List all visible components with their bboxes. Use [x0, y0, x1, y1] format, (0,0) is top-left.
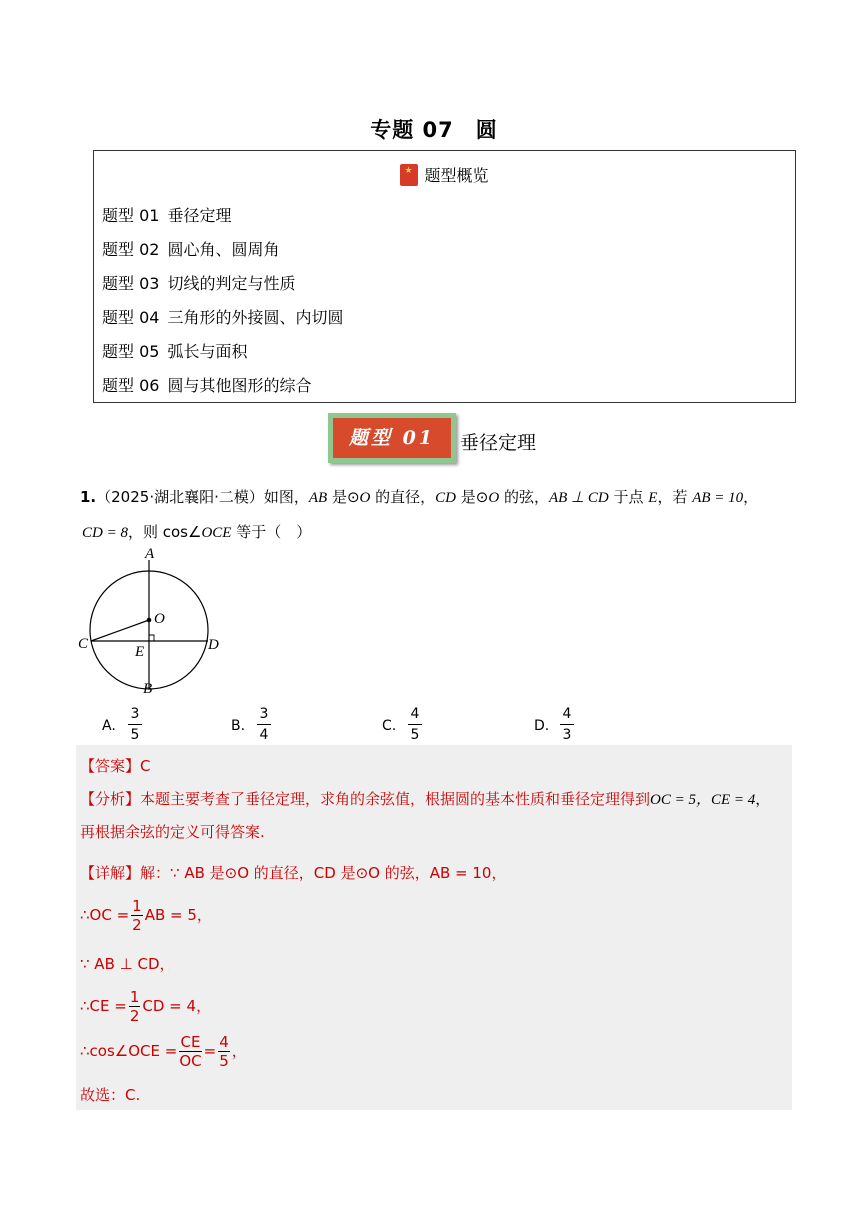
circle-figure [76, 543, 226, 699]
label-b: B [143, 681, 153, 697]
question-line-2: CD = 8，则 cos∠OCE 等于（ ） [82, 523, 312, 541]
overview-item: 题型 05 弧长与面积 [102, 342, 248, 361]
segment-oc [91, 620, 149, 641]
label-c: C [78, 636, 89, 652]
right-angle-mark [149, 635, 154, 641]
book-icon [400, 164, 418, 186]
answer-panel [76, 745, 792, 1110]
analysis-line: 【分析】本题主要考查了垂径定理，求角的余弦值，根据圆的基本性质和垂径定理得到OC = 5，CE = 4， [80, 790, 771, 808]
question-line-1: 1.（2025·湖北襄阳·二模）如图，AB 是⊙O 的直径，CD 是⊙O 的弦，AB ⊥ CD 于点 E，若 AB = 10， [80, 488, 759, 506]
page-title: 专题 07 圆 [370, 118, 498, 142]
overview-item: 题型 04 三角形的外接圆、内切圆 [102, 308, 344, 327]
step-1: ∴OC = $\frac{1}{2}$ AB = 5， [80, 897, 212, 934]
section-title: 垂径定理 [460, 432, 537, 454]
overview-item: 题型 02 圆心角、圆周角 [102, 240, 280, 259]
overview-item: 题型 01 垂径定理 [102, 206, 232, 225]
label-d: D [208, 637, 219, 653]
overview-item: 题型 03 切线的判定与性质 [102, 274, 296, 293]
center-point [147, 618, 152, 623]
step-3: ∴CE = $\frac{1}{2}$ CD = 4， [80, 988, 212, 1025]
label-e: E [135, 644, 145, 660]
analysis-line-2: 再根据余弦的定义可得答案. [80, 823, 265, 841]
answer-line: 【答案】C [80, 757, 151, 775]
label-a: A [145, 546, 155, 562]
final-answer: 故选：C. [80, 1086, 141, 1104]
overview-heading: ★题型概览 [94, 163, 795, 186]
section-badge: 题型 01 [328, 413, 456, 463]
step-4: ∴cos∠OCE = $\frac{CE}{OC}$ = $\frac{4}{5}$ ， [80, 1033, 247, 1070]
step-2: ∵ AB ⊥ CD， [80, 955, 175, 973]
question-text [80, 480, 780, 550]
detail-line: 【详解】解：∵ AB 是⊙O 的直径，CD 是⊙O 的弦，AB = 10， [80, 864, 507, 882]
overview-list [102, 206, 343, 410]
overview-item: 题型 06 圆与其他图形的综合 [102, 376, 312, 395]
label-o: O [154, 611, 165, 627]
overview-box [93, 150, 796, 403]
